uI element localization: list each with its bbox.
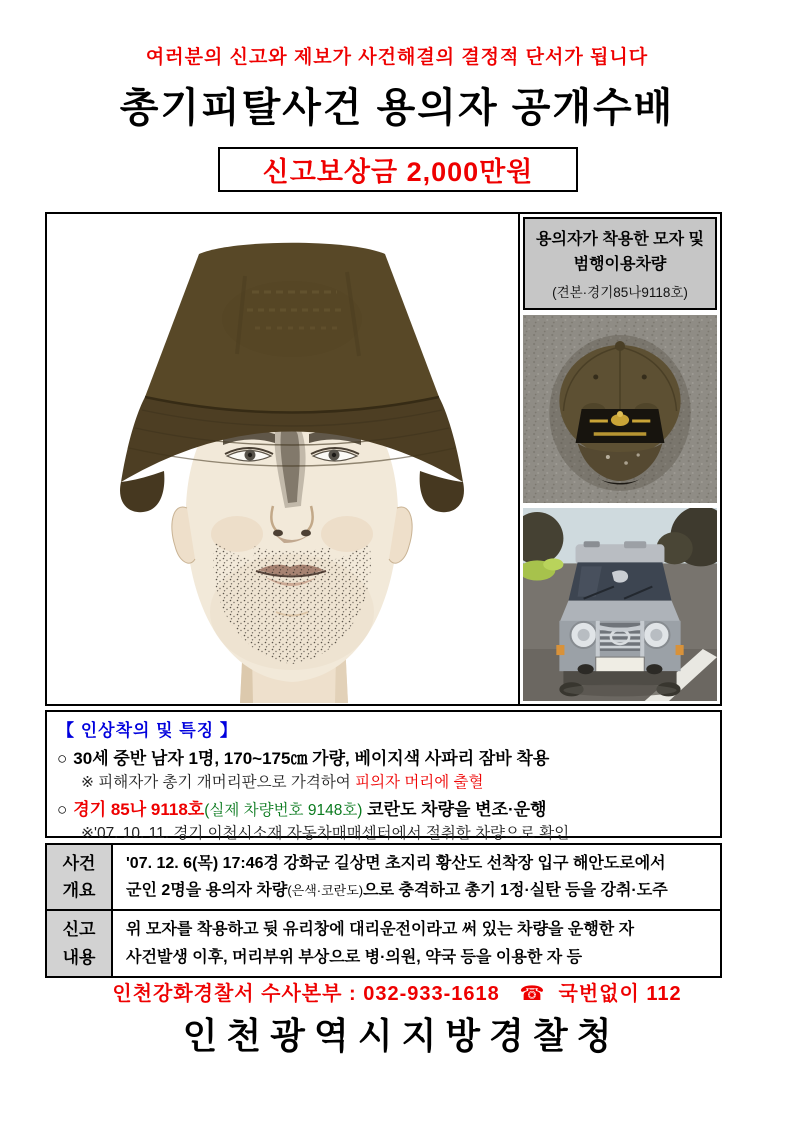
feature-item-1 xyxy=(57,744,710,769)
suspect-cap-photo xyxy=(523,315,717,503)
info-line-1: 용의자가 착용한 모자 및 xyxy=(536,231,704,248)
suspect-composite-sketch xyxy=(47,214,518,704)
table-row xyxy=(46,844,721,910)
suspect-photo-panel xyxy=(45,212,722,706)
feature-item-2 xyxy=(57,795,710,820)
composite-sketch-cell xyxy=(47,214,520,704)
evidence-column xyxy=(520,214,720,704)
report-header xyxy=(46,910,112,976)
contact-text: 인천강화경찰서 수사본부 : 032-933-1618 xyxy=(112,983,500,1005)
feature-item-1-note xyxy=(81,770,710,792)
header-line: 내용 xyxy=(62,947,96,967)
header-line: 개요 xyxy=(62,881,96,901)
features-section xyxy=(45,710,722,842)
report-line-2: 사건발생 이후, 머리부위 부상으로 병·의원, 약국 등을 이용한 자 등 xyxy=(126,948,583,966)
info-line-3: (견본·경기85나9118호) xyxy=(552,284,688,300)
report-line-1: 위 모자를 착용하고 뒷 유리창에 대리운전이라고 써 있는 차량을 운행한 자 xyxy=(126,921,635,939)
reward-text: 신고보상금 2,000만원 xyxy=(262,157,534,187)
footer-contact-line xyxy=(0,977,794,1006)
phone-icon: ☎ xyxy=(519,983,546,1005)
bullet-icon: ○ xyxy=(57,749,68,768)
plate-number: 경기 85나 9118호 xyxy=(73,800,205,819)
agency-title: 인천광역시지방경찰청 xyxy=(182,1015,621,1056)
note-1-prefix: ※ 피해자가 총기 개머리판으로 가격하여 xyxy=(81,774,356,791)
slogan-text: 여러분의 신고와 제보가 사건해결의 결정적 단서가 됩니다 xyxy=(145,47,649,68)
case-line-2-pre: 군인 2명을 용의자 차량 xyxy=(126,882,288,900)
reward-box xyxy=(218,147,578,192)
table-row xyxy=(46,910,721,976)
features-header: 【 인상착의 및 특징 】 xyxy=(57,721,238,740)
case-line-2 xyxy=(126,877,714,905)
page-title: 총기피탈사건 용의자 공개수배 xyxy=(119,86,675,130)
case-summary-cell xyxy=(112,844,721,910)
emergency-number: 국번없이 112 xyxy=(558,983,682,1005)
case-line-1: '07. 12. 6(목) 17:46경 강화군 길상면 초지리 황산도 선착장 입구 해안도로에서 xyxy=(126,854,666,872)
header-line: 신고 xyxy=(62,920,96,940)
suspect-vehicle-photo xyxy=(523,508,717,701)
report-cell xyxy=(112,910,721,976)
case-info-table xyxy=(45,843,722,978)
case-line-2-paren: (은색·코란도) xyxy=(287,883,364,899)
bullet-icon: ○ xyxy=(57,800,68,819)
cap-photo-graphic xyxy=(523,315,717,503)
note-1-highlight: 피의자 머리에 출혈 xyxy=(355,774,484,791)
case-line-2-post: 으로 충격하고 총기 1정·실탄 등을 강취·도주 xyxy=(363,882,668,900)
feature-item-2-text: 코란도 차량을 변조·운행 xyxy=(362,800,547,819)
vehicle-photo-graphic xyxy=(523,508,717,701)
info-line-2: 범행이용차량 xyxy=(573,255,667,273)
real-plate-number: (실제 차량번호 9148호) xyxy=(204,802,363,819)
case-summary-header xyxy=(46,844,112,910)
feature-item-1-text: 30세 중반 남자 1명, 170~175㎝ 가량, 베이지색 사파리 잠바 착용 xyxy=(73,749,550,768)
feature-item-2-note: ※'07. 10. 11. 경기 이천시소재 자동차매매센터에서 절취한 차량으로 확인 xyxy=(81,825,570,842)
header-line: 사건 xyxy=(62,854,96,873)
evidence-info-box xyxy=(523,217,717,310)
